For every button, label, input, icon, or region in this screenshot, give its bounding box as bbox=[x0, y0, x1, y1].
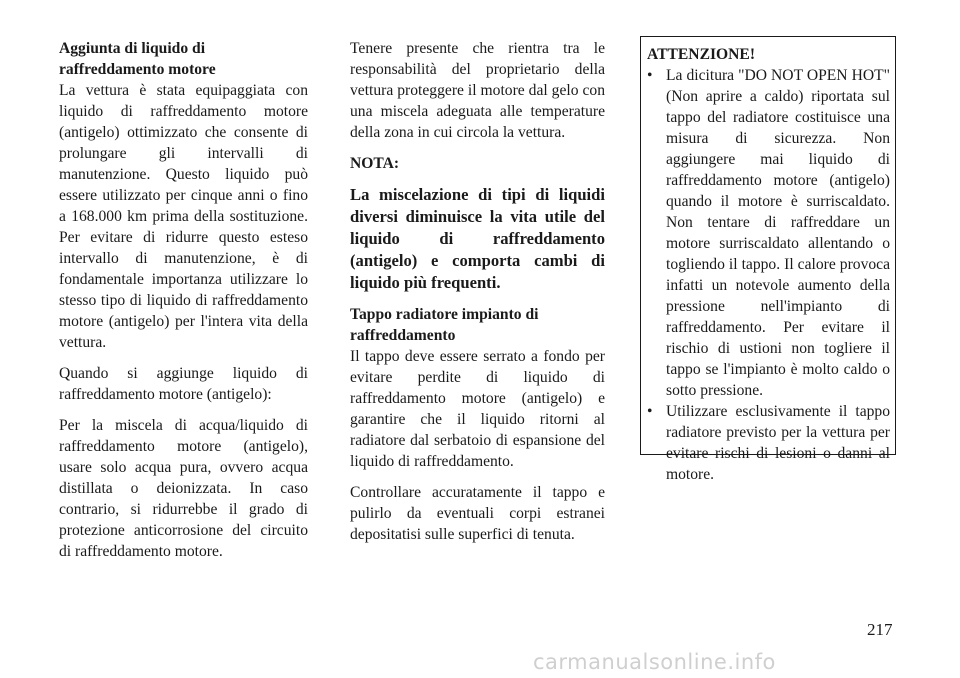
note-label: NOTA: bbox=[350, 155, 400, 172]
section-heading-coolant: Aggiunta di liquido di raffreddamento motore bbox=[59, 40, 216, 78]
warning-title: ATTENZIONE! bbox=[647, 46, 756, 63]
section-heading-radiator-cap: Tappo radiatore impianto di raffreddamento bbox=[350, 306, 539, 344]
coolant-paragraph-1: La vettura è stata equipaggiata con liquido di raffreddamento motore (antigelo) ottimizzato che consente di prolungare gli intervalli di manutenzione. Questo liquido può essere utilizzato per cinque anni o fino a 168.000 km prima della sostituzione. Per evitare di ridurre questo esteso intervallo di manutenzione, è di fondamentale importanza utilizzare lo stesso tipo di liquido di raffreddamento motore (antigelo) per l'intera vita della vettura. bbox=[59, 82, 308, 351]
radiator-cap-paragraph-2: Controllare accuratamente il tappo e pulirlo da eventuali corpi estranei depositatisi sulle superfici di tenuta. bbox=[350, 484, 605, 543]
coolant-paragraph-2: Quando si aggiunge liquido di raffreddamento motore (antigelo): bbox=[59, 365, 308, 403]
warning-box bbox=[640, 36, 896, 483]
bullet-icon: • bbox=[647, 403, 653, 420]
radiator-cap-paragraph-1: Il tappo deve essere serrato a fondo per evitare perdite di liquido di raffreddamento motore (antigelo) e garantire che il liquido ritorni al radiatore dal serbatoio di espansione del liquido di raffreddamento. bbox=[350, 348, 605, 470]
warning-list bbox=[647, 65, 890, 485]
coolant-paragraph-3: Per la miscela di acqua/liquido di raffreddamento motore (antigelo), usare solo acqua pura, ovvero acqua distillata o deionizzata. In caso contrario, si ridurrebbe il grado di protezione anticorrosione del circuito di raffreddamento motore. bbox=[59, 417, 308, 560]
warning-item-text: Utilizzare esclusivamente il tappo radiatore previsto per la vettura per evitare rischi di lesioni o danni al motore. bbox=[666, 403, 890, 483]
note-text: La miscelazione di tipi di liquidi diversi diminuisce la vita utile del liquido di raffreddamento (antigelo) e comporta cambi di liquido più frequenti. bbox=[350, 185, 605, 292]
watermark: carmanualsonline.info bbox=[533, 650, 776, 674]
middle-column bbox=[350, 38, 605, 555]
warning-item-text: La dicitura "DO NOT OPEN HOT" (Non aprire a caldo) riportata sul tappo del radiatore costituisce una misura di sicurezza. Non aggiungere mai liquido di raffreddamento motore (antigelo) quando il motore è surriscaldato. Non tentare di raffreddare un motore surriscaldato allentando o togliendo il tappo. Il calore provoca infatti un notevole aumento della pressione nell'impianto di raffreddamento. Per evitare il rischio di ustioni non togliere il tappo se l'impianto è molto caldo o sotto pressione. bbox=[666, 67, 890, 399]
warning-item bbox=[647, 65, 890, 401]
warning-item bbox=[647, 401, 890, 485]
owner-responsibility-paragraph: Tenere presente che rientra tra le responsabilità del proprietario della vettura proteggere il motore dal gelo con una miscela adeguata alle temperature della zona in cui circola la vettura. bbox=[350, 40, 605, 141]
page-number: 217 bbox=[867, 620, 893, 639]
left-column bbox=[59, 38, 308, 572]
bullet-icon: • bbox=[647, 67, 653, 84]
